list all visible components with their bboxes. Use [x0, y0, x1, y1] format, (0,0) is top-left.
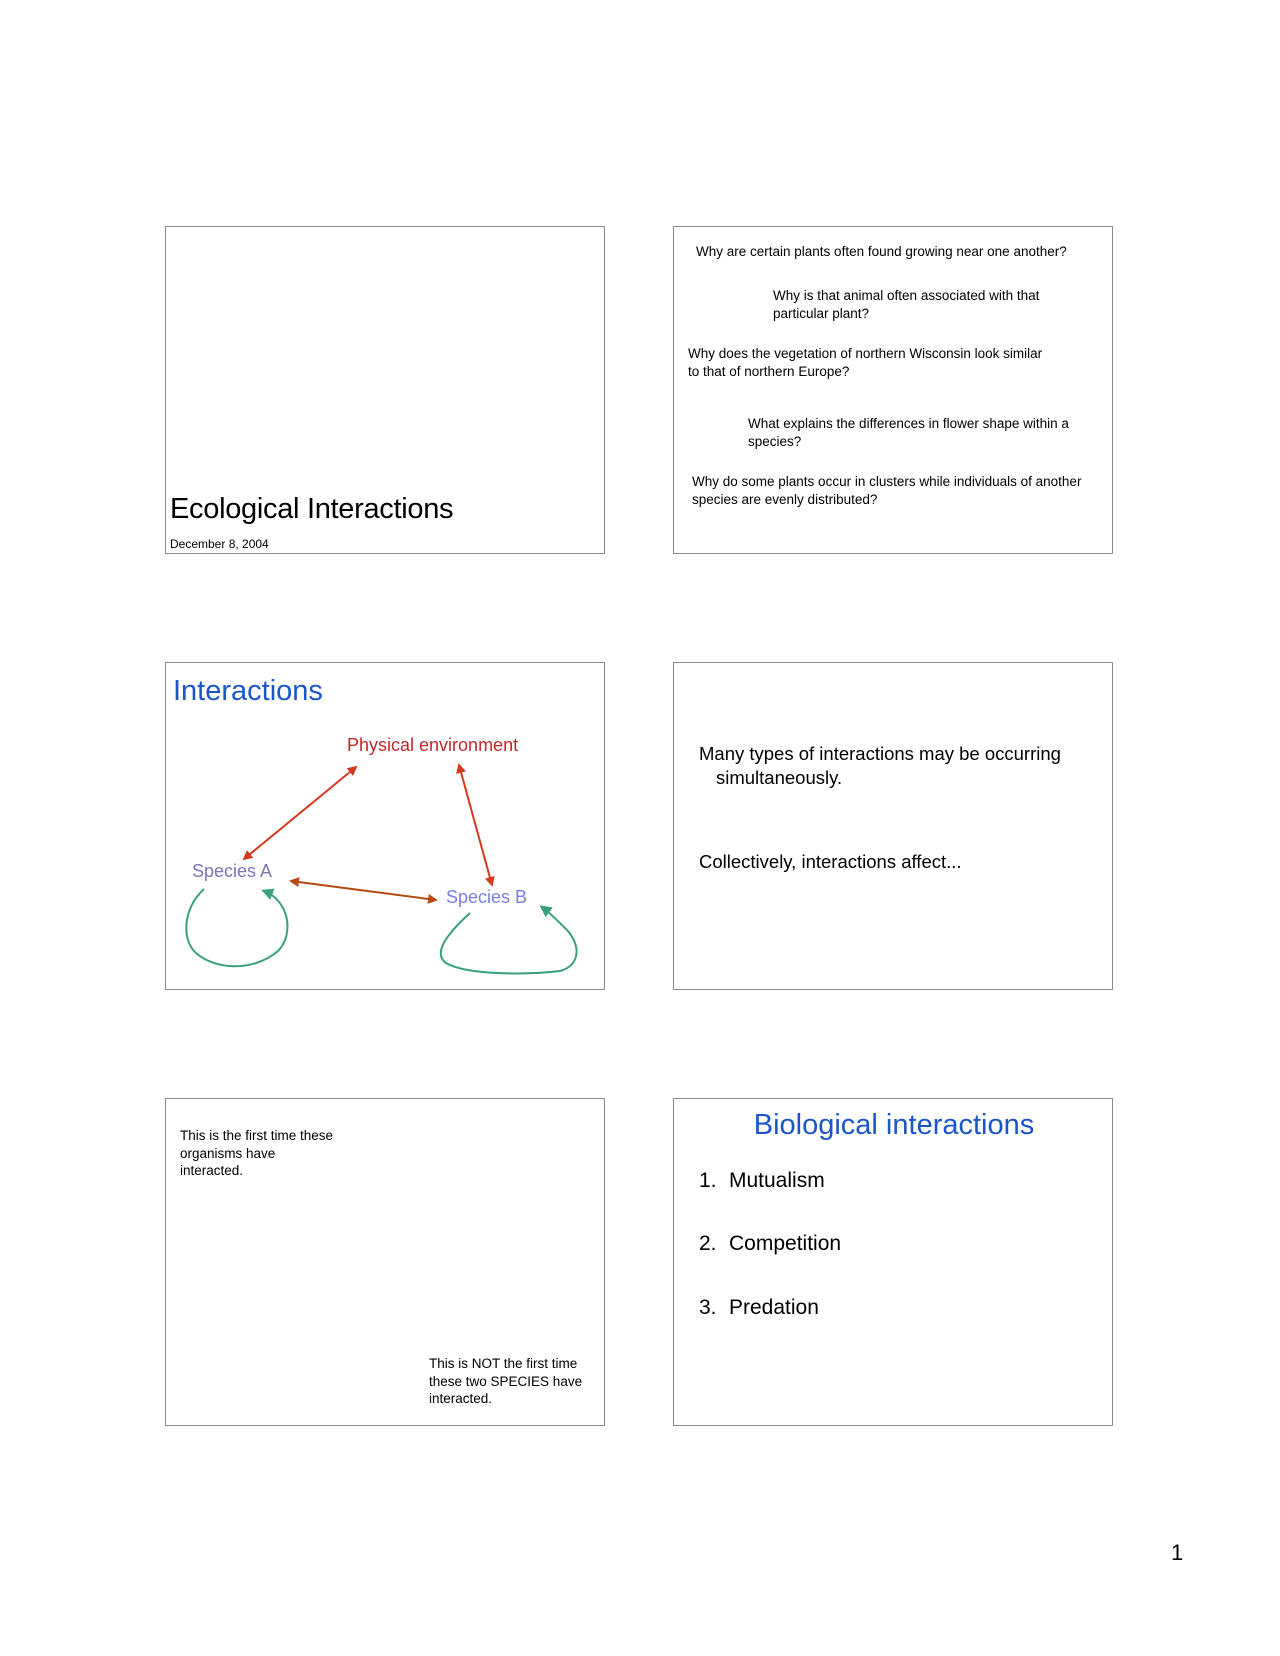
list-item: [699, 1169, 825, 1193]
species-b-self-loop: [441, 907, 577, 973]
slide-first-time-notes: [165, 1098, 605, 1426]
species-b-label: Species B: [446, 887, 528, 907]
slide-interactions-diagram: [165, 662, 605, 990]
question-text: Why are certain plants often found growing near one another?: [696, 244, 1067, 259]
list-number: 2.: [699, 1232, 717, 1255]
env-species-b-arrow: [459, 765, 492, 885]
note-text: This is NOT the first time these two SPECIES have interacted.: [429, 1356, 583, 1406]
list-label: Competition: [729, 1232, 842, 1255]
presentation-date: December 8, 2004: [170, 537, 269, 551]
question-text: Why does the vegetation of northern Wisconsin look similar to that of northern Europe?: [688, 346, 1043, 379]
species-a-label: Species A: [192, 861, 273, 881]
slide-questions: [673, 226, 1113, 554]
paragraph-line: simultaneously.: [716, 767, 843, 788]
species-a-self-loop: [186, 889, 287, 966]
question-text: Why do some plants occur in clusters while individuals of another species are evenly distributed?: [692, 474, 1082, 507]
presentation-title: Ecological Interactions: [170, 493, 454, 525]
species-a-b-arrow: [291, 881, 436, 900]
question-text: Why is that animal often associated with that particular plant?: [773, 288, 1040, 321]
list-item: [699, 1232, 841, 1256]
physical-environment-label: Physical environment: [347, 735, 519, 755]
note-text: This is the first time these organisms have interacted.: [180, 1128, 334, 1178]
page-number: 1: [1171, 1540, 1184, 1565]
slide-title: Interactions: [173, 675, 323, 707]
slide-title: Biological interactions: [753, 1109, 1035, 1141]
interactions-diagram: [166, 663, 606, 991]
env-species-a-arrow: [244, 767, 356, 859]
list-number: 3.: [699, 1296, 717, 1319]
list-item: [699, 1296, 819, 1320]
paragraph: Collectively, interactions affect...: [699, 851, 962, 872]
list-label: Predation: [729, 1296, 819, 1319]
paragraph: [699, 742, 1099, 790]
paragraph-line: Many types of interactions may be occurring: [699, 743, 1061, 764]
list-label: Mutualism: [729, 1169, 825, 1192]
list-number: 1.: [699, 1169, 717, 1192]
slide-biological-interactions: [673, 1098, 1113, 1426]
question-text: What explains the differences in flower shape within a species?: [748, 416, 1069, 449]
slide-title: [165, 226, 605, 554]
slide-many-interactions: [673, 662, 1113, 990]
